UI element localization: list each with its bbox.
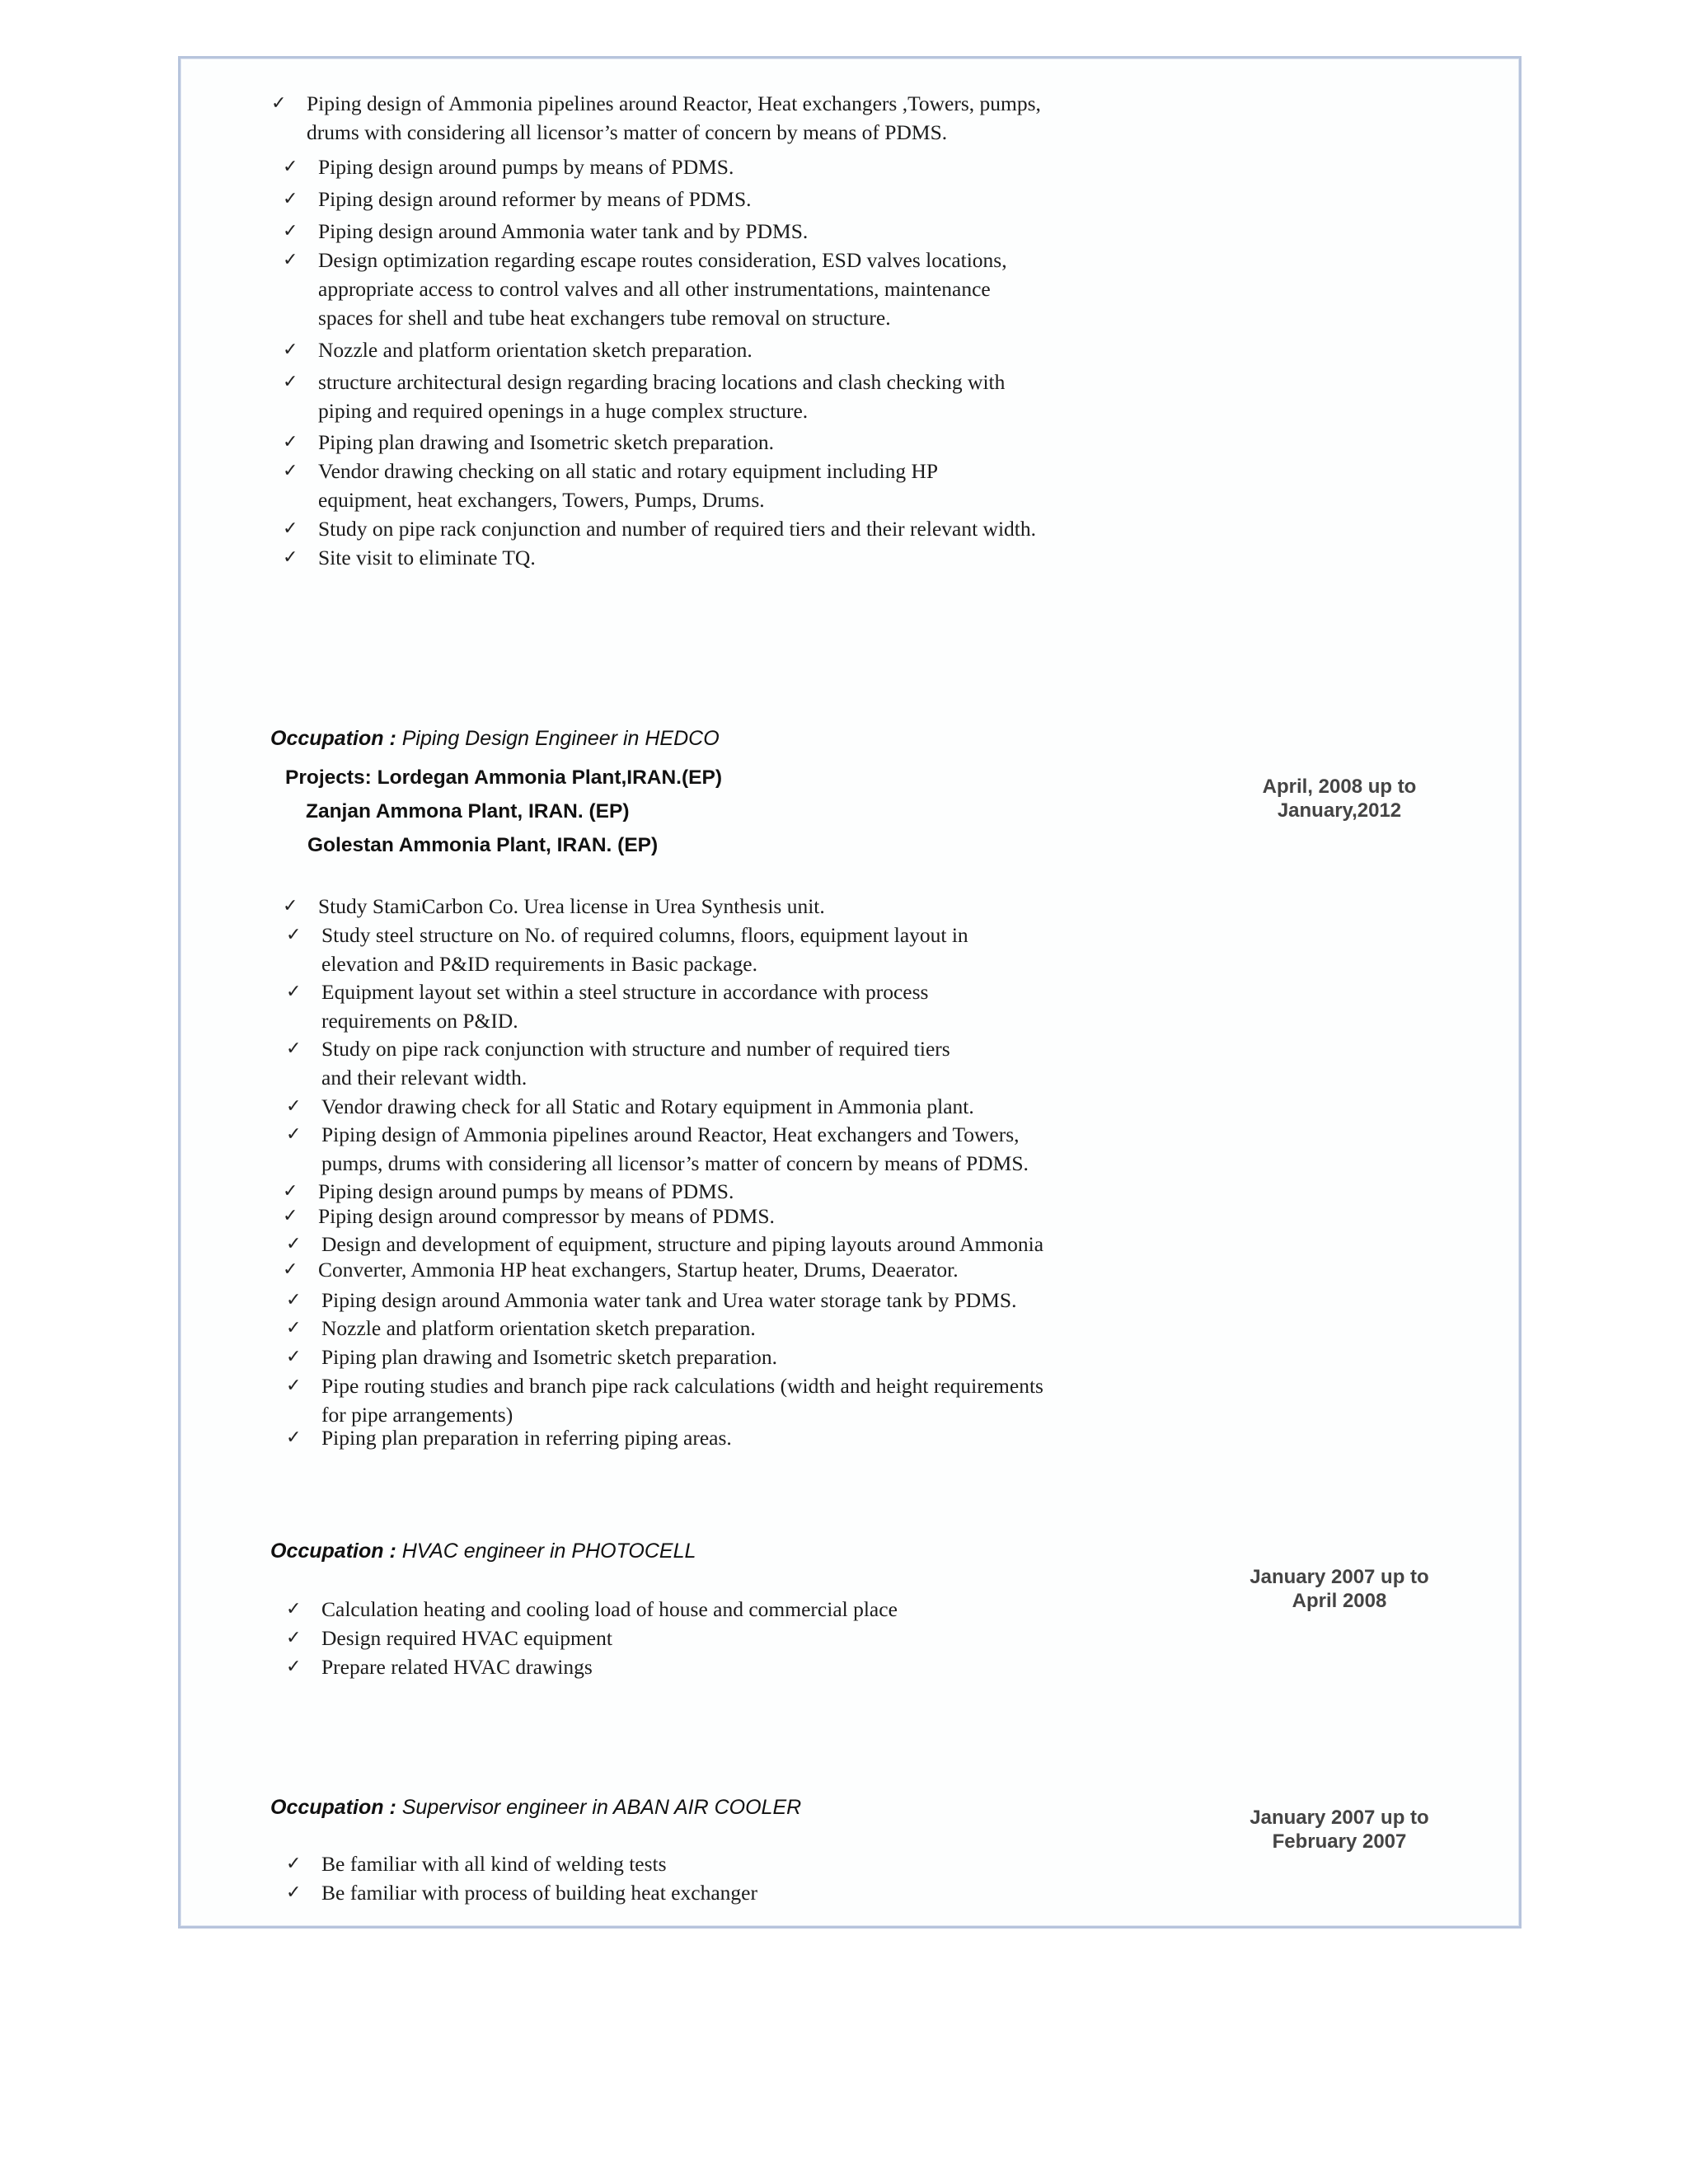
checkmark-icon: ✓: [286, 1427, 302, 1448]
checkmark-icon: ✓: [286, 982, 302, 1002]
bullet-text-line: Piping plan drawing and Isometric sketch preparation.: [318, 430, 775, 454]
bullet-item: [283, 185, 752, 213]
bullet-item: [286, 1371, 1043, 1429]
date-start: January 2007 up to: [1250, 1566, 1429, 1588]
bullet-text-line: Converter, Ammonia HP heat exchangers, Startup heater, Drums, Deaerator.: [318, 1258, 959, 1282]
occupation-label: Occupation :: [270, 1540, 402, 1563]
checkmark-icon: ✓: [286, 1290, 302, 1310]
occupation-title: Supervisor engineer in ABAN AIR COOLER: [401, 1796, 802, 1819]
bullet-item: [286, 1092, 974, 1121]
bullet-item: [283, 1255, 959, 1284]
bullet-text-line: Nozzle and platform orientation sketch preparation.: [318, 338, 753, 362]
bullet-text-line: Piping design around reformer by means of PDMS.: [318, 187, 752, 211]
checkmark-icon: ✓: [283, 432, 298, 452]
date-range-photocell: [1199, 1565, 1479, 1613]
bullet-text-line: Design required HVAC equipment: [321, 1626, 612, 1650]
bullet-text-line: Piping design around Ammonia water tank and Urea water storage tank by PDMS.: [321, 1288, 1017, 1312]
bullet-text-line: elevation and P&ID requirements in Basic package.: [321, 952, 757, 976]
bullet-item: [286, 921, 968, 978]
bullet-item: [286, 1230, 1044, 1258]
bullet-text-line: Calculation heating and cooling load of house and commercial place: [321, 1597, 898, 1621]
checkmark-icon: ✓: [283, 340, 298, 360]
checkmark-icon: ✓: [283, 547, 298, 568]
date-end: February 2007: [1272, 1830, 1407, 1853]
bullet-text-line: Nozzle and platform orientation sketch preparation.: [321, 1316, 756, 1340]
bullet-text-line: Be familiar with all kind of welding tests: [321, 1852, 667, 1876]
bullet-text-line: Prepare related HVAC drawings: [321, 1655, 593, 1679]
bullet-text-line: drums with considering all licensor’s matter of concern by means of PDMS.: [307, 120, 948, 144]
bullet-item: [283, 892, 825, 921]
bullet-text-line: Design and development of equipment, structure and piping layouts around Ammonia: [321, 1232, 1044, 1256]
bullet-text-line: Design optimization regarding escape routes consideration, ESD valves locations,: [318, 248, 1007, 272]
checkmark-icon: ✓: [283, 1206, 298, 1226]
occupation-label: Occupation :: [270, 727, 402, 750]
bullet-text-line: Study on pipe rack conjunction with structure and number of required tiers: [321, 1037, 950, 1061]
occupation-hedco: [270, 725, 720, 752]
checkmark-icon: ✓: [286, 1234, 302, 1254]
checkmark-icon: ✓: [283, 250, 298, 270]
date-range-hedco: [1199, 775, 1479, 823]
bullet-text-line: Piping design around Ammonia water tank and by PDMS.: [318, 219, 809, 243]
bullet-text-line: for pipe arrangements): [321, 1403, 513, 1427]
bullet-item: [286, 1624, 612, 1652]
occupation-title: HVAC engineer in PHOTOCELL: [401, 1540, 696, 1563]
project-line-1: Projects: Lordegan Ammonia Plant,IRAN.(EP): [285, 766, 722, 789]
occupation-title: Piping Design Engineer in HEDCO: [401, 727, 720, 750]
bullet-text-line: Study StamiCarbon Co. Urea license in Urea Synthesis unit.: [318, 894, 825, 918]
project-line-2: Zanjan Ammona Plant, IRAN. (EP): [306, 800, 630, 823]
bullet-item: [271, 89, 1041, 147]
bullet-text-line: Vendor drawing check for all Static and Rotary equipment in Ammonia plant.: [321, 1094, 974, 1118]
bullet-item: [286, 1595, 898, 1624]
bullet-text-line: Pipe routing studies and branch pipe rack calculations (width and height requirements: [321, 1374, 1043, 1398]
bullet-text-line: Piping design around compressor by means of PDMS.: [318, 1204, 775, 1228]
bullet-text-line: piping and required openings in a huge complex structure.: [318, 399, 809, 423]
bullet-text-line: Piping design around pumps by means of PDMS.: [318, 155, 734, 179]
bullet-item: [286, 1423, 732, 1452]
checkmark-icon: ✓: [286, 1096, 302, 1117]
bullet-item: [283, 335, 753, 364]
date-end: April 2008: [1292, 1590, 1387, 1612]
bullet-item: [283, 1202, 775, 1230]
bullet-item: [283, 514, 1036, 543]
date-start: April, 2008 up to: [1262, 776, 1417, 798]
bullet-item: [286, 1314, 756, 1343]
checkmark-icon: ✓: [283, 1259, 298, 1280]
bullet-item: [286, 1120, 1029, 1178]
checkmark-icon: ✓: [286, 1657, 302, 1677]
checkmark-icon: ✓: [286, 1628, 302, 1648]
bullet-text-line: equipment, heat exchangers, Towers, Pumps, Drums.: [318, 488, 765, 512]
checkmark-icon: ✓: [283, 189, 298, 209]
bullet-item: [286, 1343, 778, 1371]
bullet-text-line: and their relevant width.: [321, 1066, 528, 1090]
checkmark-icon: ✓: [283, 221, 298, 241]
bullet-item: [286, 1652, 593, 1681]
bullet-item: [283, 368, 1006, 425]
checkmark-icon: ✓: [286, 1882, 302, 1903]
date-end: January,2012: [1277, 799, 1402, 822]
bullet-item: [286, 1849, 667, 1878]
bullet-text-line: Piping plan drawing and Isometric sketch preparation.: [321, 1345, 778, 1369]
checkmark-icon: ✓: [283, 1181, 298, 1202]
occupation-label: Occupation :: [270, 1796, 402, 1819]
bullet-text-line: Study on pipe rack conjunction and number of required tiers and their relevant width.: [318, 517, 1036, 541]
checkmark-icon: ✓: [283, 157, 298, 177]
bullet-item: [283, 152, 734, 181]
checkmark-icon: ✓: [271, 93, 287, 114]
checkmark-icon: ✓: [286, 1599, 302, 1619]
checkmark-icon: ✓: [286, 1124, 302, 1145]
bullet-text-line: requirements on P&ID.: [321, 1009, 518, 1033]
checkmark-icon: ✓: [283, 896, 298, 916]
checkmark-icon: ✓: [283, 372, 298, 392]
date-range-aban: [1199, 1806, 1479, 1854]
bullet-text-line: Piping design around pumps by means of PDMS.: [318, 1179, 734, 1203]
checkmark-icon: ✓: [286, 1854, 302, 1874]
bullet-text-line: Piping design of Ammonia pipelines around Reactor, Heat exchangers ,Towers, pumps,: [307, 91, 1041, 115]
bullet-item: [283, 428, 775, 457]
checkmark-icon: ✓: [283, 518, 298, 539]
bullet-item: [286, 1878, 757, 1907]
checkmark-icon: ✓: [286, 1318, 302, 1338]
checkmark-icon: ✓: [286, 1376, 302, 1396]
bullet-item: [283, 246, 1007, 332]
bullet-item: [286, 1034, 950, 1092]
bullet-item: [283, 217, 809, 246]
checkmark-icon: ✓: [283, 461, 298, 481]
bullet-text-line: structure architectural design regarding bracing locations and clash checking with: [318, 370, 1006, 394]
bullet-text-line: Study steel structure on No. of required columns, floors, equipment layout in: [321, 923, 968, 947]
project-line-3: Golestan Ammonia Plant, IRAN. (EP): [307, 834, 659, 856]
bullet-text-line: Be familiar with process of building heat exchanger: [321, 1881, 757, 1905]
checkmark-icon: ✓: [286, 1038, 302, 1059]
date-start: January 2007 up to: [1250, 1807, 1429, 1829]
bullet-text-line: Piping design of Ammonia pipelines around Reactor, Heat exchangers and Towers,: [321, 1122, 1020, 1146]
bullet-text-line: Vendor drawing checking on all static and rotary equipment including HP: [318, 459, 939, 483]
occupation-photocell: [270, 1538, 696, 1564]
checkmark-icon: ✓: [286, 925, 302, 945]
bullet-text-line: pumps, drums with considering all licensor’s matter of concern by means of PDMS.: [321, 1151, 1029, 1175]
bullet-item: [283, 457, 939, 514]
bullet-text-line: appropriate access to control valves and all other instrumentations, maintenance: [318, 277, 991, 301]
bullet-text-line: Equipment layout set within a steel structure in accordance with process: [321, 980, 929, 1004]
bullet-text-line: Piping plan preparation in referring piping areas.: [321, 1426, 732, 1450]
bullet-text-line: spaces for shell and tube heat exchangers tube removal on structure.: [318, 306, 891, 330]
bullet-item: [286, 1286, 1017, 1315]
occupation-aban: [270, 1794, 801, 1821]
bullet-text-line: Site visit to eliminate TQ.: [318, 546, 536, 569]
bullet-item: [286, 977, 929, 1035]
checkmark-icon: ✓: [286, 1347, 302, 1367]
bullet-item: [283, 543, 536, 572]
